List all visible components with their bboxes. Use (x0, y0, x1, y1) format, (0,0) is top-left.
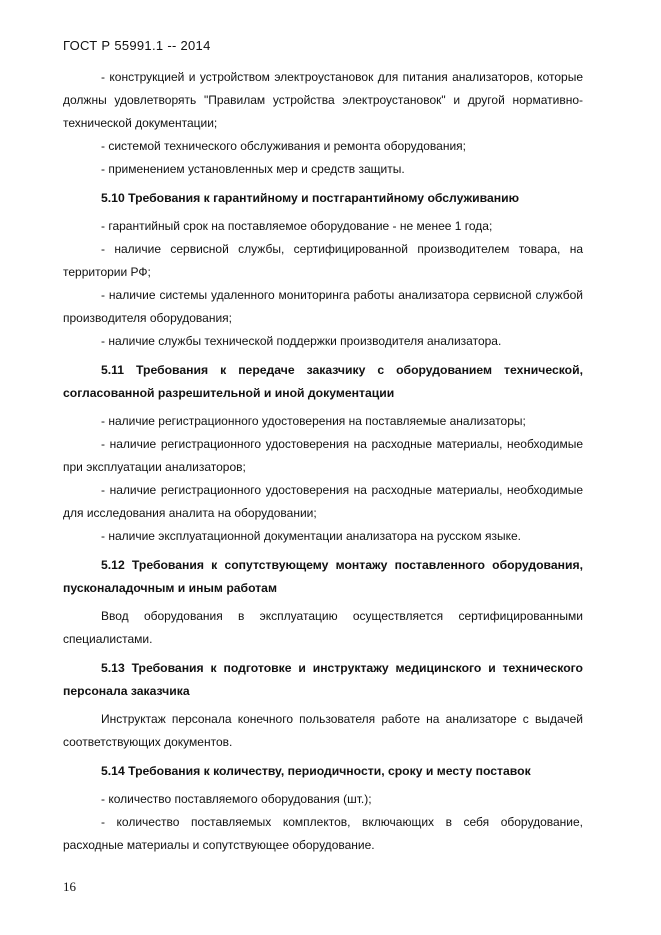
paragraph: - количество поставляемого оборудования (шт.); (101, 792, 372, 806)
paragraph: - применением установленных мер и средств защиты. (101, 162, 405, 176)
paragraph: - наличие службы технической поддержки производителя анализатора. (101, 334, 502, 348)
section-heading: 5.12 Требования к сопутствующему монтажу поставленного оборудования, пусконаладочным и иным работам (63, 558, 583, 595)
document-header: ГОСТ Р 55991.1 -- 2014 (63, 38, 211, 53)
paragraph: Ввод оборудования в эксплуатацию осуществляется сертифицированными специалистами. (63, 609, 583, 646)
paragraph: - наличие эксплуатационной документации анализатора на русском языке. (101, 529, 521, 543)
paragraph: - наличие регистрационного удостоверения на поставляемые анализаторы; (101, 414, 526, 428)
paragraph: - конструкцией и устройством электроустановок для питания анализаторов, которые должны удовлетворять "Правилам устройства электроустановок" и другой нормативно-технической документации; (63, 70, 583, 130)
document-body (63, 66, 583, 857)
paragraph: - наличие регистрационного удостоверения на расходные материалы, необходимые для исследования аналита на оборудовании; (63, 483, 583, 520)
paragraph: - наличие системы удаленного мониторинга работы анализатора сервисной службой производителя оборудования; (63, 288, 583, 325)
section-heading: 5.13 Требования к подготовке и инструктажу медицинского и технического персонала заказчика (63, 661, 583, 698)
section-heading: 5.10 Требования к гарантийному и постгарантийному обслуживанию (101, 191, 520, 205)
paragraph: - наличие сервисной службы, сертифицированной производителем товара, на территории РФ; (63, 242, 583, 279)
paragraph: - гарантийный срок на поставляемое оборудование - не менее 1 года; (101, 219, 493, 233)
section-heading: 5.14 Требования к количеству, периодичности, сроку и месту поставок (101, 764, 531, 778)
page-number: 16 (63, 879, 76, 894)
paragraph: - количество поставляемых комплектов, включающих в себя оборудование, расходные материалы и сопутствующее оборудование. (63, 815, 583, 852)
paragraph: Инструктаж персонала конечного пользователя работе на анализаторе с выдачей соответствующих документов. (63, 712, 583, 749)
paragraph: - наличие регистрационного удостоверения на расходные материалы, необходимые при эксплуатации анализаторов; (63, 437, 583, 474)
paragraph: - системой технического обслуживания и ремонта оборудования; (101, 139, 467, 153)
section-heading: 5.11 Требования к передаче заказчику с оборудованием технической, согласованной разрешительной и иной документации (63, 363, 583, 400)
